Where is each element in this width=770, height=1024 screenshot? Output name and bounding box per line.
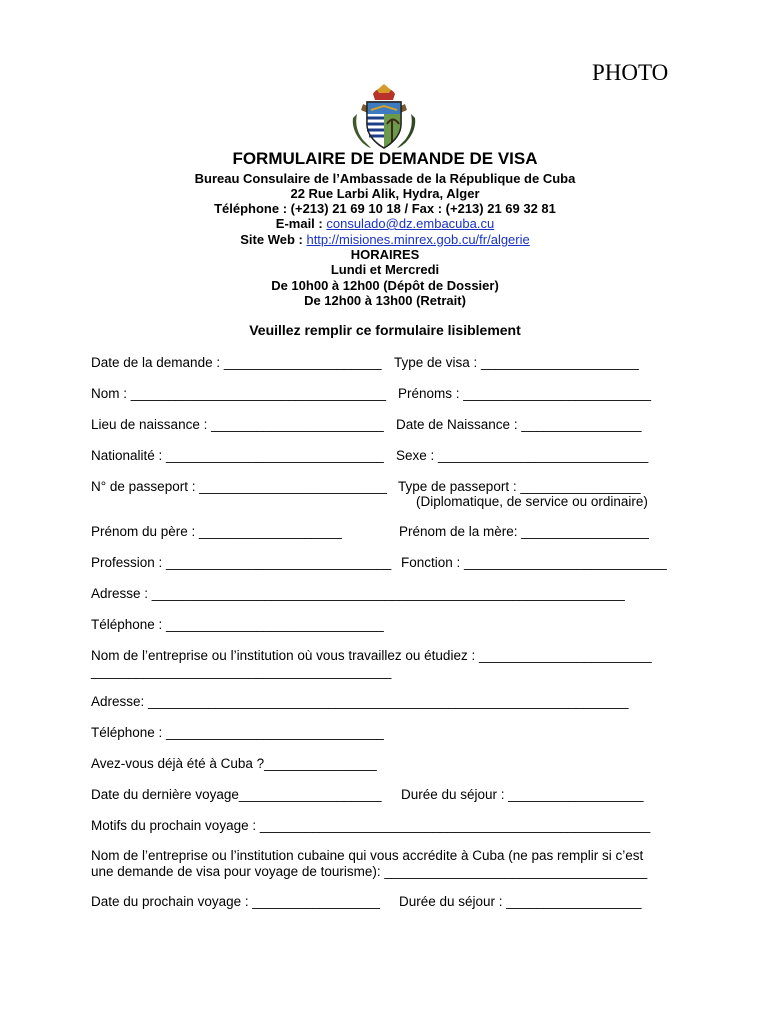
email-label: E-mail : <box>275 216 327 231</box>
hours-deposit: De 10h00 à 12h00 (Dépôt de Dossier) <box>271 278 499 293</box>
type-passeport-note: (Diplomatique, de service ou ordinaire) <box>416 494 648 509</box>
entreprise-field-continued[interactable]: ________________________________________ <box>91 664 392 679</box>
type-visa-field[interactable]: Type de visa : _____________________ <box>394 355 639 370</box>
website-line <box>0 232 770 247</box>
adresse-field[interactable]: Adresse : _______________________________________________________________ <box>91 586 625 601</box>
type-passeport-field[interactable]: Type de passeport : ________________ <box>398 479 641 494</box>
prenom-pere-field[interactable]: Prénom du père : ___________________ <box>91 524 342 539</box>
profession-field[interactable]: Profession : ______________________________ <box>91 555 392 570</box>
derniere-voyage-field[interactable]: Date du dernière voyage___________________ <box>91 787 382 802</box>
nom-field[interactable]: Nom : __________________________________ <box>91 386 387 401</box>
motifs-field[interactable]: Motifs du prochain voyage : ____________________________________________________ <box>91 818 651 833</box>
website-link[interactable]: http://misiones.minrex.gob.cu/fr/algerie <box>306 232 530 247</box>
duree-sejour-field-2[interactable]: Durée du séjour : __________________ <box>399 894 642 909</box>
telephone-entreprise-field[interactable]: Téléphone : _____________________________ <box>91 725 384 740</box>
opening-days: Lundi et Mercredi <box>330 262 440 277</box>
embassy-name: Bureau Consulaire de l’Ambassade de la République de Cuba <box>194 171 576 186</box>
email-link[interactable]: consulado@dz.embacuba.cu <box>326 216 495 231</box>
lieu-naissance-field[interactable]: Lieu de naissance : _______________________ <box>91 417 384 432</box>
hours-title: HORAIRES <box>350 247 420 262</box>
prenom-mere-field[interactable]: Prénom de la mère: _________________ <box>399 524 649 539</box>
date-demande-field[interactable]: Date de la demande : _____________________ <box>91 355 382 370</box>
embassy-phone-fax: Téléphone : (+213) 21 69 10 18 / Fax : (+213) 21 69 32 81 <box>214 201 556 216</box>
photo-label: PHOTO <box>592 60 669 85</box>
accredite-field[interactable]: une demande de visa pour voyage de tourisme): ___________________________________ <box>91 864 648 879</box>
fonction-field[interactable]: Fonction : ___________________________ <box>401 555 667 570</box>
passeport-field[interactable]: N° de passeport : _________________________ <box>91 479 387 494</box>
deja-cuba-field[interactable]: Avez-vous déjà été à Cuba ?_______________ <box>91 756 377 771</box>
form-title: FORMULAIRE DE DEMANDE DE VISA <box>232 149 538 168</box>
date-naissance-field[interactable]: Date de Naissance : ________________ <box>396 417 642 432</box>
accredite-label: Nom de l’entreprise ou l’institution cubaine qui vous accrédite à Cuba (ne pas remplir si c’est <box>91 848 644 863</box>
prochain-voyage-field[interactable]: Date du prochain voyage : _________________ <box>91 894 380 909</box>
embassy-address: 22 Rue Larbi Alik, Hydra, Alger <box>290 186 480 201</box>
duree-sejour-field-1[interactable]: Durée du séjour : __________________ <box>401 787 644 802</box>
email-line <box>0 216 770 231</box>
entreprise-field[interactable]: Nom de l’entreprise ou l’institution où vous travaillez ou étudiez : _______________________ <box>91 648 652 663</box>
hours-retrieval: De 12h00 à 13h00 (Retrait) <box>304 293 466 308</box>
coat-of-arms-icon <box>349 84 419 152</box>
adresse-entreprise-field[interactable]: Adresse: ________________________________________________________________ <box>91 694 629 709</box>
telephone-field[interactable]: Téléphone : _____________________________ <box>91 617 384 632</box>
sexe-field[interactable]: Sexe : ____________________________ <box>396 448 649 463</box>
nationalite-field[interactable]: Nationalité : _____________________________ <box>91 448 384 463</box>
prenoms-field[interactable]: Prénoms : _________________________ <box>398 386 651 401</box>
instruction-text: Veuillez remplir ce formulaire lisiblement <box>249 322 521 338</box>
website-label: Site Web : <box>240 232 307 247</box>
